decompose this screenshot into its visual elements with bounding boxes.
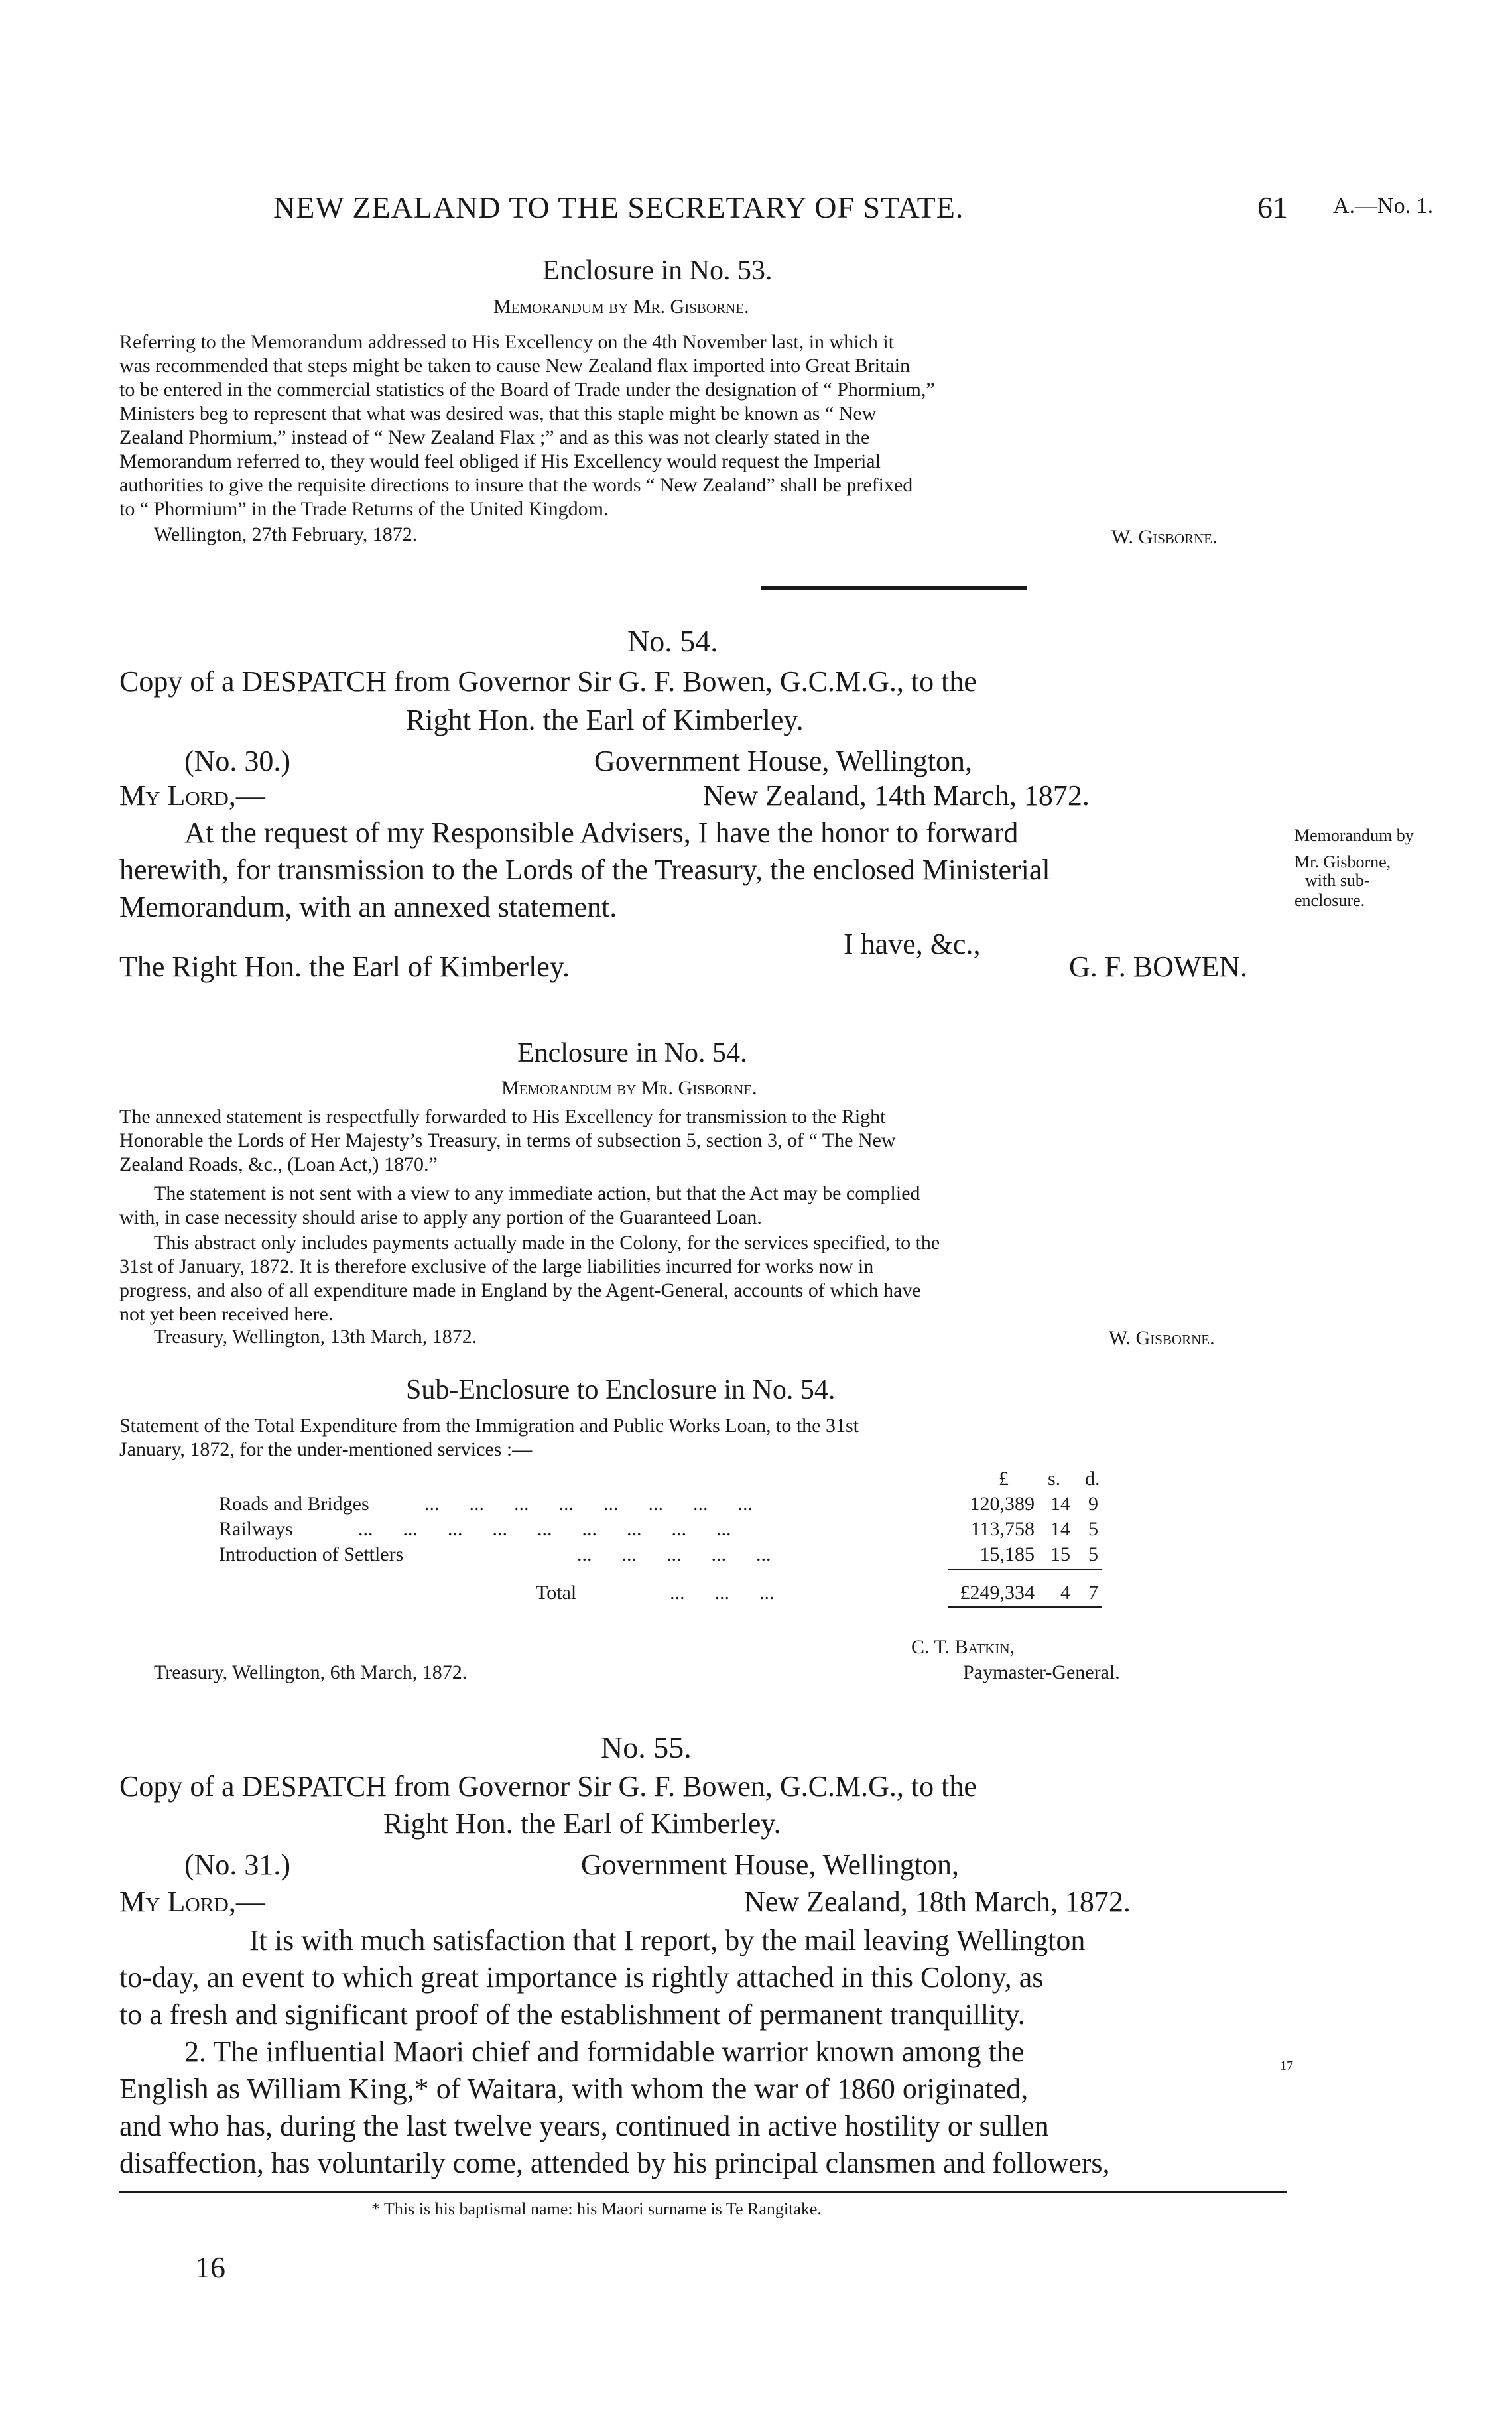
sub-enclosure-heading: Sub-Enclosure to Enclosure in No. 54. [406, 1375, 836, 1405]
no-54-signature: G. F. BOWEN. [1069, 950, 1248, 983]
no-54-ref-no: (No. 30.) [184, 745, 291, 777]
no-55-number: No. 55. [601, 1730, 692, 1764]
no-54-title-line1: Copy of a DESPATCH from Governor Sir G. F. Bowen, G.C.M.G., to the [119, 665, 977, 698]
table-cell-pounds: 120,389 [970, 1493, 1035, 1515]
no-55-title-line1: Copy of a DESPATCH from Governor Sir G. F. Bowen, G.C.M.G., to the [119, 1770, 977, 1803]
leader-dots: ... ... ... ... ... ... ... ... ... [358, 1518, 731, 1540]
enc53-line: to be entered in the commercial statistics of the Board of Trade under the designation of “ Phormium,” [119, 379, 935, 401]
no-55-body-line: English as William King,* of Waitara, with whom the war of 1860 originated, [119, 2073, 1029, 2105]
enc54-line: 31st of January, 1872. It is therefore exclusive of the large liabilities incurred for works now in [119, 1255, 874, 1277]
enc54-line: Zealand Roads, &c., (Loan Act,) 1870.” [119, 1153, 438, 1175]
enc54-line: The annexed statement is respectfully forwarded to His Excellency for transmission to the Right [119, 1106, 886, 1127]
table-cell-shillings: 14 [1050, 1518, 1070, 1540]
no-55-body-line: and who has, during the last twelve years, continued in active hostility or sullen [119, 2110, 1049, 2142]
enc53-line: authorities to give the requisite directions to insure that the words “ New Zealand” shall be prefixed [119, 474, 913, 496]
sub-enclosure-signature: C. T. Batkin, [911, 1636, 1015, 1658]
no-55-title-line2: Right Hon. the Earl of Kimberley. [383, 1807, 781, 1840]
table-cell-shillings: 14 [1050, 1493, 1070, 1515]
no-55-body-line: to a fresh and significant proof of the establishment of permanent tranquillity. [119, 1998, 1025, 2031]
table-cell-pence: 5 [1088, 1543, 1098, 1565]
table-rule [948, 1606, 1102, 1608]
margin-note-line: enclosure. [1294, 891, 1365, 910]
no-55-body-line: disaffection, has voluntarily come, attended by his principal clansmen and followers, [119, 2147, 1110, 2179]
table-cell-pence: 5 [1088, 1518, 1098, 1540]
no-54-address1: Government House, Wellington, [594, 745, 973, 777]
table-cell-pence: 9 [1088, 1493, 1098, 1515]
enclosure-54-heading: Enclosure in No. 54. [517, 1038, 747, 1068]
running-header: NEW ZEALAND TO THE SECRETARY OF STATE. [273, 190, 964, 224]
col-header-shillings: s. [1048, 1468, 1061, 1490]
no-54-address2: New Zealand, 14th March, 1872. [703, 779, 1090, 812]
table-total-pounds: £249,334 [960, 1582, 1035, 1604]
margin-note-line: Memorandum by [1294, 826, 1414, 845]
table-cell-shillings: 15 [1050, 1543, 1070, 1565]
footnote-rule [119, 2191, 1287, 2193]
enc53-line: to “ Phormium” in the Trade Returns of the United Kingdom. [119, 498, 609, 520]
document-ref: A.—No. 1. [1333, 194, 1434, 218]
leader-dots: ... ... ... ... ... [577, 1543, 771, 1565]
enclosure-53-memo-heading: Memorandum by Mr. Gisborne. [493, 296, 749, 318]
section-divider [761, 586, 1027, 590]
enc54-line: not yet been received here. [119, 1303, 334, 1325]
no-55-address2: New Zealand, 18th March, 1872. [744, 1886, 1131, 1918]
col-header-pounds: £ [999, 1468, 1009, 1490]
no-55-address1: Government House, Wellington, [581, 1848, 960, 1881]
sub-enclosure-dateline: Treasury, Wellington, 6th March, 1872. [154, 1661, 468, 1683]
no-55-body-line: It is with much satisfaction that I report, by the mail leaving Wellington [249, 1924, 1086, 1956]
margin-note-line: with sub- [1305, 871, 1370, 890]
table-total-pence: 7 [1088, 1582, 1098, 1604]
col-header-pence: d. [1085, 1468, 1100, 1490]
enclosure-53-dateline: Wellington, 27th February, 1872. [154, 523, 418, 545]
margin-note-line: Mr. Gisborne, [1294, 852, 1391, 871]
no-55-salutation: My Lord,— [119, 1886, 265, 1918]
table-row-label: Introduction of Settlers [219, 1543, 404, 1565]
enclosure-53-heading: Enclosure in No. 53. [542, 255, 773, 286]
no-54-closing: I have, &c., [844, 928, 981, 960]
no-54-body-line: herewith, for transmission to the Lords of the Treasury, the enclosed Ministerial [119, 854, 1050, 886]
enclosure-54-dateline: Treasury, Wellington, 13th March, 1872. [154, 1326, 477, 1348]
enc54-line: Honorable the Lords of Her Majesty’s Treasury, in terms of subsection 5, section 3, of “ The New [119, 1129, 896, 1151]
no-55-body-line: to-day, an event to which great importance is rightly attached in this Colony, as [119, 1961, 1044, 1994]
enc53-line: Memorandum referred to, they would feel obliged if His Excellency would request the Imperial [119, 450, 881, 472]
sub-enclosure-signature-title: Paymaster-General. [963, 1661, 1120, 1683]
enclosure-54-signature: W. Gisborne. [1109, 1327, 1215, 1349]
no-54-salutation: My Lord,— [119, 779, 265, 812]
no-54-number: No. 54. [627, 624, 718, 658]
enclosure-54-memo-heading: Memorandum by Mr. Gisborne. [501, 1077, 757, 1099]
no-54-title-line2: Right Hon. the Earl of Kimberley. [406, 704, 804, 736]
table-total-label: Total [536, 1582, 577, 1604]
page-number: 61 [1257, 190, 1288, 224]
no-55-ref-no: (No. 31.) [184, 1848, 291, 1881]
enclosure-53-signature: W. Gisborne. [1111, 526, 1218, 548]
table-total-shillings: 4 [1060, 1582, 1070, 1604]
table-rule [948, 1569, 1102, 1570]
no-55-body-line: 2. The influential Maori chief and formidable warrior known among the [184, 2035, 1025, 2068]
enc53-line: was recommended that steps might be taken to cause New Zealand flax imported into Great Britain [119, 355, 911, 377]
table-row-label: Roads and Bridges [219, 1493, 369, 1515]
table-cell-pounds: 15,185 [979, 1543, 1035, 1565]
enc53-line: Ministers beg to represent that what was desired was, that this staple might be known as “ New [119, 403, 877, 424]
enc54-line: This abstract only includes payments actually made in the Colony, for the services specified, to the [154, 1232, 940, 1253]
table-row-label: Railways [219, 1518, 293, 1540]
statement-line2: January, 1872, for the under-mentioned services :— [119, 1439, 533, 1460]
footnote: * This is his baptismal name: his Maori surname is Te Rangitake. [371, 2199, 822, 2218]
no-54-body-line: At the request of my Responsible Advisers, I have the honor to forward [184, 816, 1019, 849]
leader-dots: ... ... ... [670, 1582, 775, 1604]
enc54-line: The statement is not sent with a view to any immediate action, but that the Act may be complied [154, 1183, 920, 1204]
no-54-body-line: Memorandum, with an annexed statement. [119, 891, 617, 923]
enc53-line: Zealand Phormium,” instead of “ New Zealand Flax ;” and as this was not clearly stated in the [119, 426, 870, 448]
leader-dots: ... ... ... ... ... ... ... ... [424, 1493, 753, 1515]
statement-line1: Statement of the Total Expenditure from the Immigration and Public Works Loan, to the 31st [119, 1415, 859, 1437]
no-54-addressee: The Right Hon. the Earl of Kimberley. [119, 950, 570, 983]
enc54-line: progress, and also of all expenditure made in England by the Agent-General, accounts of which have [119, 1279, 921, 1301]
no-55-side-mark: 17 [1280, 2059, 1293, 2073]
enc54-line: with, in case necessity should arise to apply any portion of the Guaranteed Loan. [119, 1206, 762, 1228]
enc53-line: Referring to the Memorandum addressed to His Excellency on the 4th November last, in which it [119, 331, 895, 353]
signature-mark: 16 [195, 2250, 225, 2284]
table-cell-pounds: 113,758 [970, 1518, 1035, 1540]
